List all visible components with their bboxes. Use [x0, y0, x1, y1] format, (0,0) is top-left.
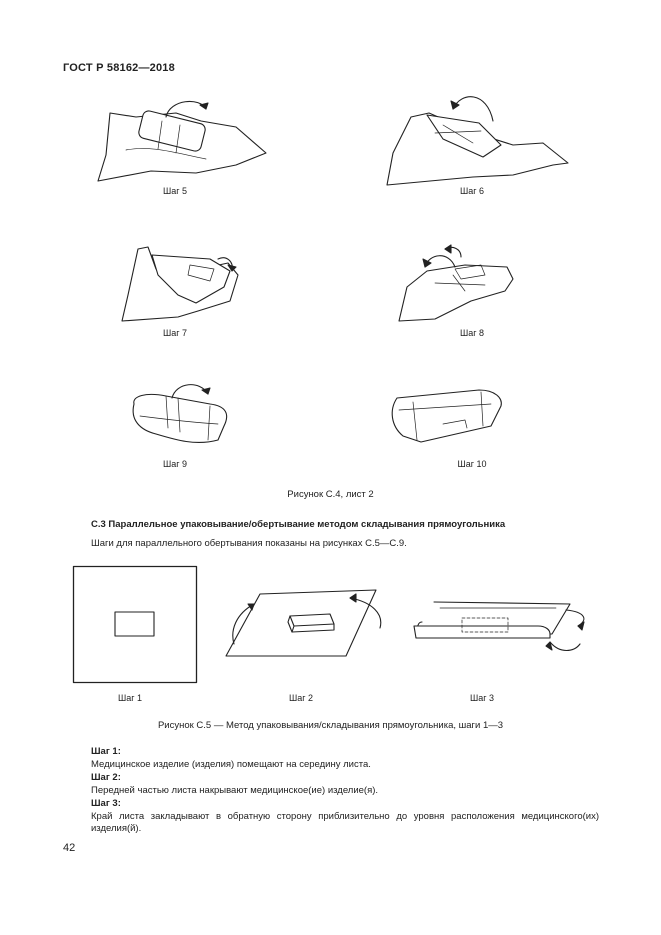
figure-c4-step7-drawing	[118, 245, 248, 325]
figure-c4-step5-label: Шаг 5	[162, 186, 188, 196]
document-header: ГОСТ Р 58162—2018	[63, 62, 175, 74]
figure-c4-step7-label: Шаг 7	[162, 328, 188, 338]
section-intro: Шаги для параллельного обертывания показаны на рисунках С.5—С.9.	[91, 538, 407, 549]
figure-c4-step10-label: Шаг 10	[457, 459, 487, 469]
figure-c4-step6-drawing	[383, 93, 573, 188]
figure-c5-step2-label: Шаг 2	[288, 693, 314, 703]
figure-c4-step9-label: Шаг 9	[162, 459, 188, 469]
figure-c4-step6-label: Шаг 6	[459, 186, 485, 196]
figure-c4-step5-drawing	[96, 95, 276, 185]
figure-c5-caption: Рисунок С.5 — Метод упаковывания/складывания прямоугольника, шаги 1—3	[157, 720, 504, 731]
figure-c4-step9-drawing	[126, 380, 236, 450]
instruction-step2-text: Передней частью листа накрывают медицинское(ие) изделие(я).	[91, 785, 379, 796]
figure-c5-step3-label: Шаг 3	[469, 693, 495, 703]
page-number: 42	[63, 842, 76, 854]
instruction-step2-title: Шаг 2:	[91, 772, 121, 783]
figure-c4-caption: Рисунок С.4, лист 2	[287, 489, 374, 500]
figure-c4-step8-drawing	[395, 243, 525, 323]
figure-c5-step1-drawing	[73, 566, 198, 684]
instruction-step3-text: Край листа закладывают в обратную сторону приблизительно до уровня расположения медицинского(их) изделия(й).	[91, 811, 599, 834]
section-heading: С.3 Параллельное упаковывание/обертывание методом складывания прямоугольника	[91, 519, 506, 530]
figure-c5-step3-drawing	[410, 598, 590, 658]
figure-c4-step10-drawing	[383, 380, 513, 450]
figure-c5-step1-label: Шаг 1	[117, 693, 143, 703]
instruction-step3-title: Шаг 3:	[91, 798, 121, 809]
figure-c5-step2-drawing	[224, 584, 384, 660]
instruction-step1-title: Шаг 1:	[91, 746, 121, 757]
figure-c4-step8-label: Шаг 8	[459, 328, 485, 338]
instruction-step1-text: Медицинское изделие (изделия) помещают на середину листа.	[91, 759, 371, 770]
